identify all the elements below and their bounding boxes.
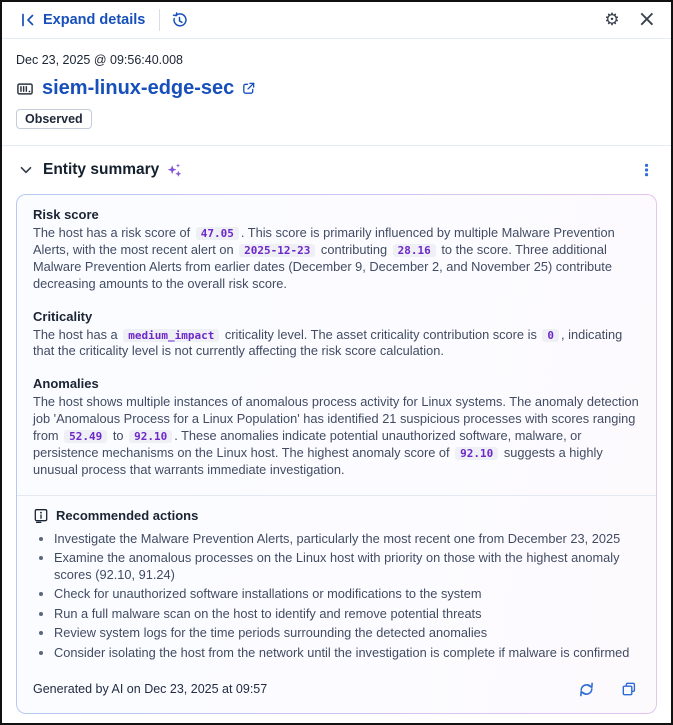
event-timestamp: Dec 23, 2025 @ 09:56:40.008	[16, 53, 183, 67]
entity-title-row	[16, 77, 657, 100]
code-chip: 47.05	[196, 227, 239, 240]
sparkles-icon	[166, 162, 183, 179]
recommended-action-item: • Check for unauthorized software installations or modifications to the system	[54, 586, 640, 603]
observed-badge: Observed	[16, 109, 92, 129]
close-icon: ×	[637, 7, 656, 33]
entity-summary-toggle[interactable]	[16, 160, 36, 180]
external-link-icon	[241, 81, 256, 96]
anomalies-section	[33, 376, 640, 478]
entity-summary-card	[16, 194, 657, 714]
settings-button[interactable]	[601, 9, 622, 32]
boxes-vertical-icon	[639, 162, 654, 178]
generated-by-note: Generated by AI on Dec 23, 2025 at 09:57	[33, 682, 268, 697]
flyout-body	[2, 39, 671, 723]
copy-icon	[621, 681, 637, 697]
topbar-divider	[159, 9, 160, 31]
section-heading: Anomalies	[33, 376, 99, 392]
history-button[interactable]	[168, 9, 191, 32]
recommended-action-item: • Run a full malware scan on the host to identify and remove potential threats	[54, 606, 640, 623]
code-chip: 92.10	[129, 430, 172, 443]
flyout-header-bar	[2, 2, 671, 39]
risk-score-section	[33, 207, 640, 293]
entity-name: siem-linux-edge-sec	[42, 77, 235, 99]
recommended-action-item: • Examine the anomalous processes on the Linux host with priority on those with the highest anomaly scores (92.10, 91.24)	[54, 550, 640, 584]
header-divider	[2, 145, 671, 146]
regenerate-button[interactable]	[575, 678, 598, 701]
copy-button[interactable]	[618, 678, 640, 700]
gear-icon: ⚙	[604, 9, 620, 30]
recommended-actions-title: Recommended actions	[56, 508, 199, 524]
code-chip: 52.49	[64, 430, 107, 443]
history-icon	[171, 12, 188, 29]
recommended-actions-header	[33, 508, 640, 524]
section-body: The host has a risk score of 47.05 . This score is primarily influenced by multiple Malware Prevention Alerts, with the most recent alert on 2025-12-23 contributing 28.16 to the score. Three additional Malware Prevention Alerts from earlier dates (December 9, December 2, and November 25) contribute decreasing amounts to the overall risk score.	[33, 225, 615, 291]
criticality-section	[33, 309, 640, 361]
summary-options-button[interactable]	[636, 159, 657, 181]
recommended-action-item: • Consider isolating the host from the network until the investigation is complete if malware is confirmed	[54, 645, 640, 662]
expand-icon	[20, 12, 36, 28]
entity-name-link[interactable]	[42, 77, 256, 100]
report-icon	[33, 508, 49, 524]
section-body: The host shows multiple instances of anomalous process activity for Linux systems. The anomaly detection job 'Anomalous Process for a Linux Population' has identified 21 suspicious processes with scores ranging from 52.49 to 92.10 . These anomalies indicate potential unauthorized software, malware, or persistence mechanisms on the Linux host. The highest anomaly score of 92.10 suggests a highly unusual process that warrants immediate investigation.	[33, 394, 639, 477]
summary-card-footer	[33, 678, 640, 701]
entity-summary-title: Entity summary	[43, 161, 160, 178]
code-chip: 0	[542, 329, 559, 342]
recommended-action-item: • Review system logs for the time periods surrounding the detected anomalies	[54, 625, 640, 642]
recommended-actions-divider	[17, 495, 656, 496]
section-heading: Risk score	[33, 207, 99, 222]
code-chip: 2025-12-23	[239, 244, 315, 257]
section-body: The host has a medium_impact criticality level. The asset criticality contribution score is 0 , indicating that the criticality level is not currently affecting the risk score calculation.	[33, 326, 623, 359]
code-chip: medium_impact	[123, 329, 219, 342]
code-chip: 92.10	[455, 447, 498, 460]
expand-details-button[interactable]	[14, 8, 151, 32]
storage-icon	[16, 80, 34, 98]
recommended-action-item: • Investigate the Malware Prevention Alerts, particularly the most recent one from December 23, 2025	[54, 531, 640, 548]
recommended-actions-list	[33, 531, 640, 662]
chevron-down-icon	[18, 162, 34, 178]
expand-details-label: Expand details	[43, 12, 146, 28]
refresh-icon	[578, 681, 595, 698]
code-chip: 28.16	[393, 244, 436, 257]
close-button[interactable]	[635, 8, 659, 32]
section-heading: Criticality	[33, 308, 93, 324]
entity-summary-header	[16, 159, 657, 181]
